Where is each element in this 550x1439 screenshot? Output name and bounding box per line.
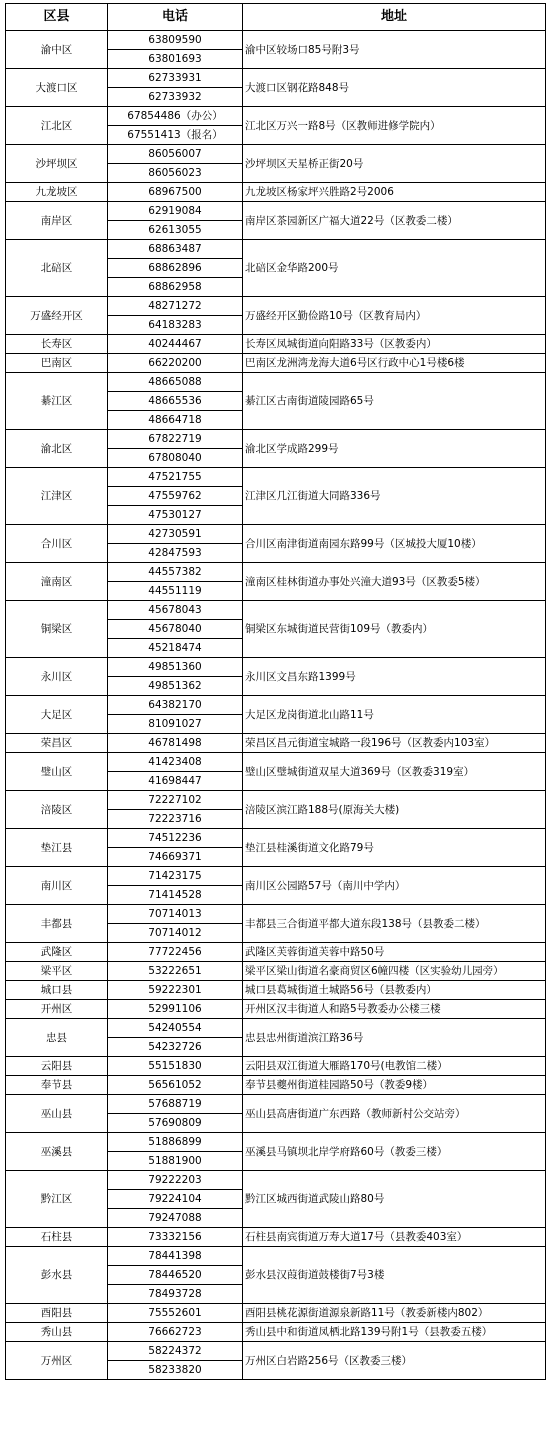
table-row <box>6 297 546 316</box>
phone-cell: 67808040 <box>108 449 243 468</box>
phone-cell: 74512236 <box>108 829 243 848</box>
phone-cell: 73332156 <box>108 1228 243 1247</box>
table-body <box>6 31 546 1380</box>
phone-cell: 42730591 <box>108 525 243 544</box>
table-row <box>6 1323 546 1342</box>
table-row <box>6 696 546 715</box>
address-cell: 潼南区桂林街道办事处兴潼大道93号（区教委5楼） <box>243 563 546 601</box>
district-cell: 梁平区 <box>6 962 108 981</box>
phone-cell: 48664718 <box>108 411 243 430</box>
address-cell: 渝中区较场口85号附3号 <box>243 31 546 69</box>
phone-cell: 67854486（办公） <box>108 107 243 126</box>
address-cell: 黔江区城西街道武陵山路80号 <box>243 1171 546 1228</box>
phone-cell: 78446520 <box>108 1266 243 1285</box>
address-cell: 云阳县双江街道大雁路170号(电教馆二楼） <box>243 1057 546 1076</box>
district-cell: 巫溪县 <box>6 1133 108 1171</box>
phone-cell: 48271272 <box>108 297 243 316</box>
table-row <box>6 202 546 221</box>
address-cell: 合川区南津街道南园东路99号（区城投大厦10楼） <box>243 525 546 563</box>
address-cell: 酉阳县桃花源街道源泉新路11号（教委新楼内802） <box>243 1304 546 1323</box>
table-row <box>6 867 546 886</box>
phone-cell: 45678040 <box>108 620 243 639</box>
phone-cell: 79222203 <box>108 1171 243 1190</box>
table-row <box>6 183 546 202</box>
address-cell: 大足区龙岗街道北山路11号 <box>243 696 546 734</box>
district-cell: 巴南区 <box>6 354 108 373</box>
district-cell: 垫江县 <box>6 829 108 867</box>
address-cell: 奉节县夔州街道桂园路50号（教委9楼） <box>243 1076 546 1095</box>
phone-cell: 71414528 <box>108 886 243 905</box>
phone-cell: 45218474 <box>108 639 243 658</box>
phone-cell: 63801693 <box>108 50 243 69</box>
address-cell: 城口县葛城街道土城路56号（县教委内） <box>243 981 546 1000</box>
header-phone: 电话 <box>108 4 243 31</box>
district-cell: 渝中区 <box>6 31 108 69</box>
table-row <box>6 430 546 449</box>
header-address: 地址 <box>243 4 546 31</box>
address-cell: 武隆区芙蓉街道芙蓉中路50号 <box>243 943 546 962</box>
district-cell: 云阳县 <box>6 1057 108 1076</box>
phone-cell: 63809590 <box>108 31 243 50</box>
table-row <box>6 1228 546 1247</box>
office-contact-table <box>5 3 546 1380</box>
address-cell: 万州区白岩路256号（区教委三楼） <box>243 1342 546 1380</box>
district-cell: 黔江区 <box>6 1171 108 1228</box>
table-row <box>6 69 546 88</box>
phone-cell: 51881900 <box>108 1152 243 1171</box>
district-cell: 丰都县 <box>6 905 108 943</box>
phone-cell: 58233820 <box>108 1361 243 1380</box>
address-cell: 彭水县汉葭街道鼓楼街7号3楼 <box>243 1247 546 1304</box>
district-cell: 九龙坡区 <box>6 183 108 202</box>
phone-cell: 49851360 <box>108 658 243 677</box>
address-cell: 巴南区龙洲湾龙海大道6号区行政中心1号楼6楼 <box>243 354 546 373</box>
address-cell: 荣昌区昌元街道宝城路一段196号（区教委内103室） <box>243 734 546 753</box>
address-cell: 九龙坡区杨家坪兴胜路2号2006 <box>243 183 546 202</box>
phone-cell: 66220200 <box>108 354 243 373</box>
table-row <box>6 354 546 373</box>
table-row <box>6 753 546 772</box>
district-cell: 酉阳县 <box>6 1304 108 1323</box>
table-row <box>6 563 546 582</box>
address-cell: 秀山县中和街道凤栖北路139号附1号（县教委五楼） <box>243 1323 546 1342</box>
address-cell: 渝北区学成路299号 <box>243 430 546 468</box>
phone-cell: 79247088 <box>108 1209 243 1228</box>
table-row <box>6 658 546 677</box>
address-cell: 江津区几江街道大同路336号 <box>243 468 546 525</box>
table-row <box>6 734 546 753</box>
address-cell: 涪陵区滨江路188号(原海关大楼) <box>243 791 546 829</box>
district-cell: 奉节县 <box>6 1076 108 1095</box>
district-cell: 涪陵区 <box>6 791 108 829</box>
phone-cell: 59222301 <box>108 981 243 1000</box>
phone-cell: 62733931 <box>108 69 243 88</box>
phone-cell: 54240554 <box>108 1019 243 1038</box>
district-cell: 武隆区 <box>6 943 108 962</box>
address-cell: 璧山区璧城街道双星大道369号（区教委319室） <box>243 753 546 791</box>
phone-cell: 57688719 <box>108 1095 243 1114</box>
phone-cell: 72223716 <box>108 810 243 829</box>
address-cell: 铜梁区东城街道民营街109号（教委内） <box>243 601 546 658</box>
table-row <box>6 107 546 126</box>
table-row <box>6 601 546 620</box>
district-cell: 大足区 <box>6 696 108 734</box>
table-row <box>6 240 546 259</box>
address-cell: 北碚区金华路200号 <box>243 240 546 297</box>
district-cell: 綦江区 <box>6 373 108 430</box>
table-row <box>6 905 546 924</box>
phone-cell: 46781498 <box>108 734 243 753</box>
address-cell: 綦江区古南街道陵园路65号 <box>243 373 546 430</box>
phone-cell: 48665536 <box>108 392 243 411</box>
phone-cell: 67551413（报名） <box>108 126 243 145</box>
district-cell: 荣昌区 <box>6 734 108 753</box>
district-cell: 永川区 <box>6 658 108 696</box>
phone-cell: 79224104 <box>108 1190 243 1209</box>
phone-cell: 54232726 <box>108 1038 243 1057</box>
phone-cell: 49851362 <box>108 677 243 696</box>
table-row <box>6 525 546 544</box>
district-cell: 铜梁区 <box>6 601 108 658</box>
phone-cell: 58224372 <box>108 1342 243 1361</box>
phone-cell: 68967500 <box>108 183 243 202</box>
district-cell: 万州区 <box>6 1342 108 1380</box>
district-cell: 巫山县 <box>6 1095 108 1133</box>
phone-cell: 62919084 <box>108 202 243 221</box>
address-cell: 垫江县桂溪街道文化路79号 <box>243 829 546 867</box>
table-row <box>6 1304 546 1323</box>
table-row <box>6 962 546 981</box>
district-cell: 万盛经开区 <box>6 297 108 335</box>
district-cell: 渝北区 <box>6 430 108 468</box>
phone-cell: 47559762 <box>108 487 243 506</box>
table-row <box>6 1133 546 1152</box>
table-row <box>6 1019 546 1038</box>
district-cell: 忠县 <box>6 1019 108 1057</box>
district-cell: 长寿区 <box>6 335 108 354</box>
phone-cell: 51886899 <box>108 1133 243 1152</box>
phone-cell: 81091027 <box>108 715 243 734</box>
address-cell: 巫溪县马镇坝北岸学府路60号（教委三楼） <box>243 1133 546 1171</box>
phone-cell: 55151830 <box>108 1057 243 1076</box>
phone-cell: 47530127 <box>108 506 243 525</box>
address-cell: 永川区文昌东路1399号 <box>243 658 546 696</box>
district-cell: 城口县 <box>6 981 108 1000</box>
phone-cell: 64183283 <box>108 316 243 335</box>
phone-cell: 57690809 <box>108 1114 243 1133</box>
phone-cell: 86056023 <box>108 164 243 183</box>
table-row <box>6 31 546 50</box>
phone-cell: 74669371 <box>108 848 243 867</box>
table-row <box>6 981 546 1000</box>
phone-cell: 68863487 <box>108 240 243 259</box>
phone-cell: 71423175 <box>108 867 243 886</box>
district-cell: 江北区 <box>6 107 108 145</box>
district-cell: 江津区 <box>6 468 108 525</box>
phone-cell: 41698447 <box>108 772 243 791</box>
address-cell: 巫山县高唐街道广东西路（教师新村公交站旁） <box>243 1095 546 1133</box>
phone-cell: 56561052 <box>108 1076 243 1095</box>
phone-cell: 68862896 <box>108 259 243 278</box>
address-cell: 长寿区凤城街道向阳路33号（区教委内） <box>243 335 546 354</box>
table-row <box>6 1095 546 1114</box>
address-cell: 南川区公园路57号（南川中学内） <box>243 867 546 905</box>
phone-cell: 67822719 <box>108 430 243 449</box>
phone-cell: 52991106 <box>108 1000 243 1019</box>
table-row <box>6 943 546 962</box>
table-row <box>6 1057 546 1076</box>
phone-cell: 78441398 <box>108 1247 243 1266</box>
phone-cell: 75552601 <box>108 1304 243 1323</box>
phone-cell: 48665088 <box>108 373 243 392</box>
phone-cell: 40244467 <box>108 335 243 354</box>
address-cell: 大渡口区钢花路848号 <box>243 69 546 107</box>
phone-cell: 78493728 <box>108 1285 243 1304</box>
district-cell: 开州区 <box>6 1000 108 1019</box>
district-cell: 彭水县 <box>6 1247 108 1304</box>
phone-cell: 64382170 <box>108 696 243 715</box>
phone-cell: 44557382 <box>108 563 243 582</box>
district-cell: 大渡口区 <box>6 69 108 107</box>
district-cell: 北碚区 <box>6 240 108 297</box>
phone-cell: 77722456 <box>108 943 243 962</box>
district-cell: 石柱县 <box>6 1228 108 1247</box>
address-cell: 沙坪坝区天星桥正街20号 <box>243 145 546 183</box>
table-row <box>6 145 546 164</box>
header-district: 区县 <box>6 4 108 31</box>
address-cell: 南岸区茶园新区广福大道22号（区教委二楼） <box>243 202 546 240</box>
phone-cell: 86056007 <box>108 145 243 164</box>
phone-cell: 62613055 <box>108 221 243 240</box>
table-row <box>6 373 546 392</box>
district-cell: 沙坪坝区 <box>6 145 108 183</box>
district-cell: 合川区 <box>6 525 108 563</box>
table-row <box>6 1247 546 1266</box>
table-row <box>6 829 546 848</box>
table-row <box>6 1342 546 1361</box>
phone-cell: 68862958 <box>108 278 243 297</box>
phone-cell: 76662723 <box>108 1323 243 1342</box>
address-cell: 万盛经开区勤俭路10号（区教育局内） <box>243 297 546 335</box>
district-cell: 潼南区 <box>6 563 108 601</box>
table-row <box>6 468 546 487</box>
table-row <box>6 335 546 354</box>
phone-cell: 41423408 <box>108 753 243 772</box>
district-cell: 秀山县 <box>6 1323 108 1342</box>
table-header-row <box>6 4 546 31</box>
table-row <box>6 1076 546 1095</box>
table-row <box>6 791 546 810</box>
table-row <box>6 1171 546 1190</box>
phone-cell: 70714012 <box>108 924 243 943</box>
address-cell: 开州区汉丰街道人和路5号教委办公楼三楼 <box>243 1000 546 1019</box>
phone-cell: 42847593 <box>108 544 243 563</box>
address-cell: 丰都县三合街道平都大道东段138号（县教委二楼） <box>243 905 546 943</box>
address-cell: 江北区万兴一路8号（区教师进修学院内） <box>243 107 546 145</box>
district-cell: 南川区 <box>6 867 108 905</box>
address-cell: 梁平区梁山街道名豪商贸区6幢四楼（区实验幼儿园旁） <box>243 962 546 981</box>
phone-cell: 44551119 <box>108 582 243 601</box>
phone-cell: 53222651 <box>108 962 243 981</box>
phone-cell: 62733932 <box>108 88 243 107</box>
address-cell: 石柱县南宾街道万寿大道17号（县教委403室） <box>243 1228 546 1247</box>
table-row <box>6 1000 546 1019</box>
district-cell: 璧山区 <box>6 753 108 791</box>
address-cell: 忠县忠州街道滨江路36号 <box>243 1019 546 1057</box>
phone-cell: 45678043 <box>108 601 243 620</box>
district-cell: 南岸区 <box>6 202 108 240</box>
phone-cell: 70714013 <box>108 905 243 924</box>
phone-cell: 47521755 <box>108 468 243 487</box>
phone-cell: 72227102 <box>108 791 243 810</box>
